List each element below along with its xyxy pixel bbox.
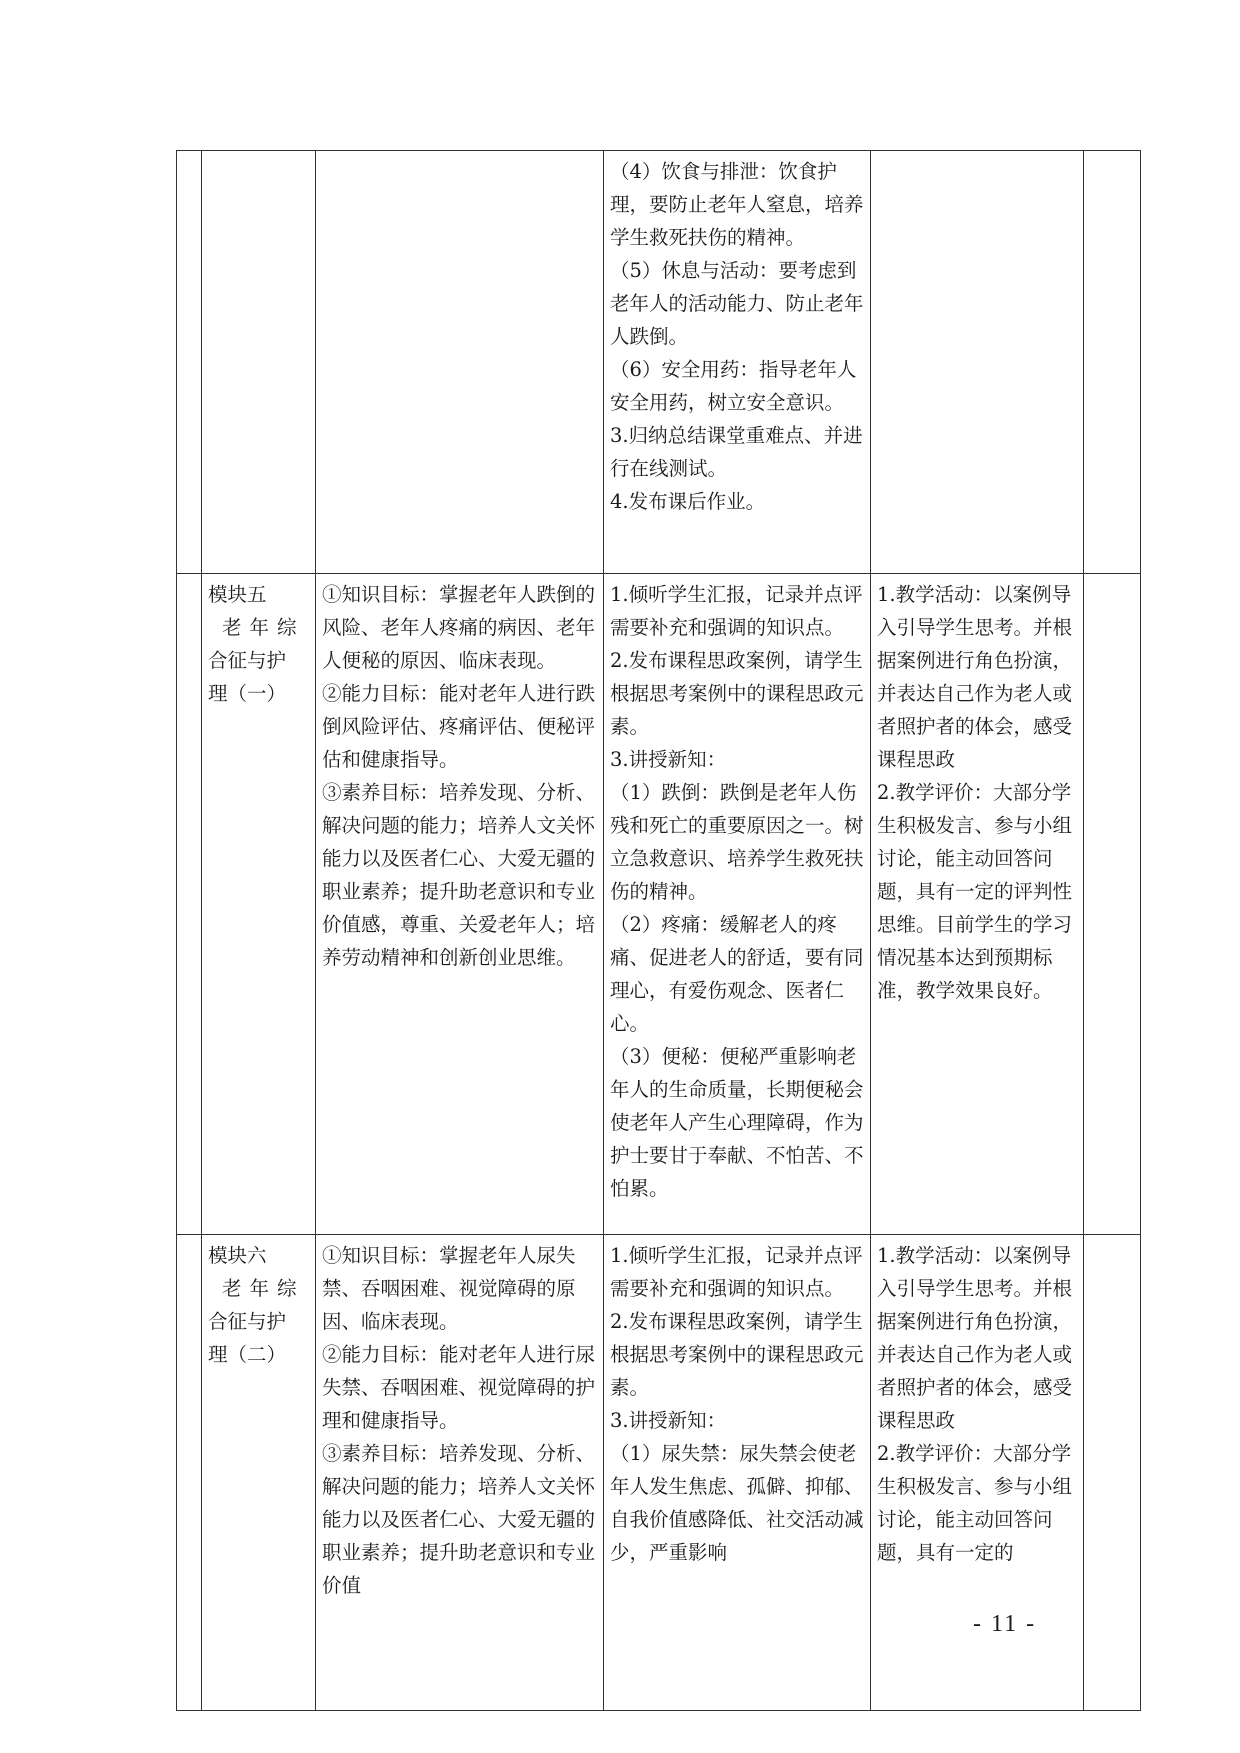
margin-cell — [177, 574, 202, 1235]
margin-cell — [177, 151, 202, 574]
process-paragraph: 3.归纳总结课堂重难点、并进行在线测试。 — [610, 424, 863, 480]
evaluation-cell — [871, 1235, 1084, 1711]
process-paragraph: 1.倾听学生汇报，记录并点评需要补充和强调的知识点。 — [610, 583, 863, 639]
objective-paragraph: ①知识目标：掌握老年人跌倒的风险、老年人疼痛的病因、老年人便秘的原因、临床表现。 — [322, 583, 596, 672]
process-paragraph: 2.发布课程思政案例，请学生根据思考案例中的课程思政元素。 — [610, 1310, 864, 1399]
margin-cell — [1084, 574, 1141, 1235]
objective-paragraph: ②能力目标：能对老年人进行跌倒风险评估、疼痛评估、便秘评估和健康指导。 — [322, 682, 596, 771]
module-line: 老年综 — [222, 1277, 305, 1300]
table-row — [177, 151, 1141, 574]
process-paragraph: 3.讲授新知： — [610, 1409, 727, 1432]
evaluation-paragraph: 2.教学评价：大部分学生积极发言、参与小组讨论，能主动回答问题，具有一定的评判性思维。目前学生的学习情况基本达到预期标准，教学效果良好。 — [877, 781, 1073, 1002]
evaluation-paragraph: 2.教学评价：大部分学生积极发言、参与小组讨论，能主动回答问题，具有一定的 — [877, 1442, 1073, 1564]
process-paragraph: （2）疼痛：缓解老人的疼痛、促进老人的舒适，要有同理心，有爱伤观念、医者仁心。 — [610, 913, 864, 1035]
evaluation-paragraph: 1.教学活动：以案例导入引导学生思考。并根据案例进行角色扮演，并表达自己作为老人或者照护者的体会，感受课程思政 — [877, 583, 1073, 771]
evaluation-cell — [871, 151, 1084, 574]
table-row — [177, 574, 1141, 1235]
module-line: 合征与护 — [208, 1310, 287, 1333]
margin-cell — [1084, 1235, 1141, 1711]
process-paragraph: （3）便秘：便秘严重影响老年人的生命质量，长期便秘会使老年人产生心理障碍，作为护士要甘于奉献、不怕苦、不怕累。 — [610, 1045, 864, 1200]
evaluation-cell — [871, 574, 1084, 1235]
module-cell — [202, 574, 316, 1235]
process-paragraph: （5）休息与活动：要考虑到老年人的活动能力、防止老年人跌倒。 — [610, 259, 864, 348]
table-row — [177, 1235, 1141, 1711]
module-cell — [202, 1235, 316, 1711]
objectives-cell — [316, 151, 604, 574]
process-paragraph: （4）饮食与排泄：饮食护理，要防止老年人窒息，培养学生救死扶伤的精神。 — [610, 160, 864, 249]
process-paragraph: （1）跌倒：跌倒是老年人伤残和死亡的重要原因之一。树立急救意识、培养学生救死扶伤的精神。 — [610, 781, 864, 903]
module-line: 合征与护 — [208, 649, 287, 672]
process-paragraph: 3.讲授新知： — [610, 748, 727, 771]
evaluation-paragraph: 1.教学活动：以案例导入引导学生思考。并根据案例进行角色扮演，并表达自己作为老人或者照护者的体会，感受课程思政 — [877, 1244, 1073, 1432]
objectives-cell — [316, 574, 604, 1235]
process-paragraph: 2.发布课程思政案例，请学生根据思考案例中的课程思政元素。 — [610, 649, 864, 738]
process-cell — [604, 1235, 871, 1711]
process-paragraph: 4.发布课后作业。 — [610, 490, 766, 513]
module-line: 模块五 — [208, 583, 267, 606]
objective-paragraph: ③素养目标：培养发现、分析、解决问题的能力；培养人文关怀能力以及医者仁心、大爱无疆的职业素养；提升助老意识和专业价值感，尊重、关爱老年人；培养劳动精神和创新创业思维。 — [322, 781, 596, 969]
process-cell — [604, 574, 871, 1235]
objective-paragraph: ②能力目标：能对老年人进行尿失禁、吞咽困难、视觉障碍的护理和健康指导。 — [322, 1343, 596, 1432]
process-paragraph: 1.倾听学生汇报，记录并点评需要补充和强调的知识点。 — [610, 1244, 863, 1300]
margin-cell — [177, 1235, 202, 1711]
objective-paragraph: ③素养目标：培养发现、分析、解决问题的能力；培养人文关怀能力以及医者仁心、大爱无疆的职业素养；提升助老意识和专业价值 — [322, 1442, 596, 1597]
objective-paragraph: ①知识目标：掌握老年人尿失禁、吞咽困难、视觉障碍的原因、临床表现。 — [322, 1244, 576, 1333]
process-paragraph: （6）安全用药：指导老年人安全用药，树立安全意识。 — [610, 358, 857, 414]
module-line: 模块六 — [208, 1244, 267, 1267]
margin-cell — [1084, 151, 1141, 574]
module-line: 理（二） — [208, 1343, 287, 1366]
module-line: 老年综 — [222, 616, 305, 639]
process-cell — [604, 151, 871, 574]
process-paragraph: （1）尿失禁：尿失禁会使老年人发生焦虑、孤僻、抑郁、自我价值感降低、社交活动减少，严重影响 — [610, 1442, 864, 1564]
module-cell — [202, 151, 316, 574]
objectives-cell — [316, 1235, 604, 1711]
course-table — [176, 150, 1141, 1711]
page-number: - 11 - — [973, 1611, 1037, 1637]
module-line: 理（一） — [208, 682, 287, 705]
